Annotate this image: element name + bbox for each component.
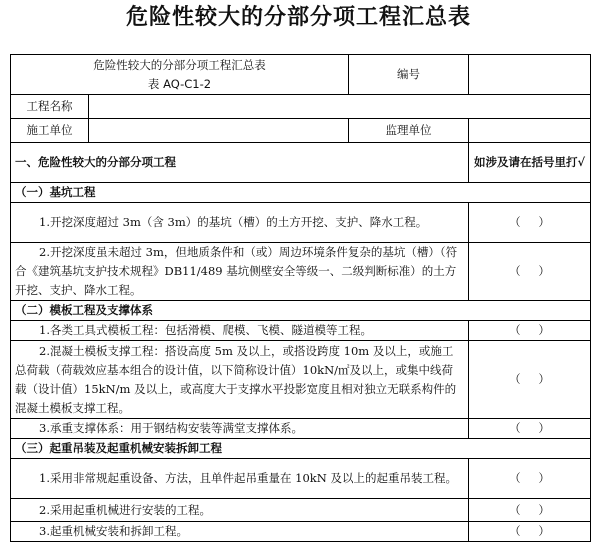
item-row bbox=[11, 459, 591, 499]
item-text: 2.采用起重机械进行安装的工程。 bbox=[11, 499, 469, 522]
item-text: 1.各类工具式模板工程：包括滑模、爬模、飞模、隧道模等工程。 bbox=[11, 321, 469, 341]
check-box[interactable]: （ ） bbox=[469, 522, 591, 542]
item-text: 3.起重机械安装和拆卸工程。 bbox=[11, 522, 469, 542]
item-row bbox=[11, 203, 591, 243]
check-box[interactable]: （ ） bbox=[469, 499, 591, 522]
item-text: 1.采用非常规起重设备、方法，且单件起吊重量在 10kN 及以上的起重吊装工程。 bbox=[11, 459, 469, 499]
item-row bbox=[11, 419, 591, 439]
item-row bbox=[11, 321, 591, 341]
item-text: 2.开挖深度虽未超过 3m，但地质条件和（或）周边环境条件复杂的基坑（槽）（符合《建筑基坑支护技术规程》DB11/489 基坑侧壁安全等级一、二级判断标准）的土方开挖、支护、降水工程。 bbox=[11, 243, 469, 301]
section-instruction: 如涉及请在括号里打√ bbox=[469, 143, 591, 183]
group-heading-row bbox=[11, 301, 591, 321]
project-name-field[interactable] bbox=[89, 95, 591, 119]
group-heading-row bbox=[11, 183, 591, 203]
check-box[interactable]: （ ） bbox=[469, 243, 591, 301]
item-row bbox=[11, 522, 591, 542]
number-field[interactable] bbox=[469, 55, 591, 95]
item-row bbox=[11, 243, 591, 301]
form-code: 表 AQ-C1-2 bbox=[147, 76, 212, 91]
section-row bbox=[11, 143, 591, 183]
check-box[interactable]: （ ） bbox=[469, 459, 591, 499]
supervision-unit-label: 监理单位 bbox=[349, 119, 469, 143]
form-title: 危险性较大的分部分项工程汇总表 bbox=[93, 57, 266, 72]
item-text: 1.开挖深度超过 3m（含 3m）的基坑（槽）的土方开挖、支护、降水工程。 bbox=[11, 203, 469, 243]
item-row bbox=[11, 499, 591, 522]
summary-form-table bbox=[10, 54, 591, 542]
project-name-label: 工程名称 bbox=[11, 95, 89, 119]
construction-unit-field[interactable] bbox=[89, 119, 349, 143]
check-box[interactable]: （ ） bbox=[469, 419, 591, 439]
check-box[interactable]: （ ） bbox=[469, 341, 591, 419]
unit-row bbox=[11, 119, 591, 143]
item-row bbox=[11, 341, 591, 419]
check-box[interactable]: （ ） bbox=[469, 321, 591, 341]
item-text: 3.承重支撑体系：用于钢结构安装等满堂支撑体系。 bbox=[11, 419, 469, 439]
group-heading: （三）起重吊装及起重机械安装拆卸工程 bbox=[11, 439, 591, 459]
number-label: 编号 bbox=[349, 55, 469, 95]
check-box[interactable]: （ ） bbox=[469, 203, 591, 243]
group-heading: （二）模板工程及支撑体系 bbox=[11, 301, 591, 321]
supervision-unit-field[interactable] bbox=[469, 119, 591, 143]
item-text: 2.混凝土模板支撑工程：搭设高度 5m 及以上，或搭设跨度 10m 及以上，或施工总荷载（荷载效应基本组合的设计值，以下简称设计值）10kN/㎡及以上，或集中线荷载（设计值）15kN/m 及以上，或高度大于支撑水平投影宽度且相对独立无联系构件的混凝土模板支撑工程。 bbox=[11, 341, 469, 419]
form-header-row bbox=[11, 55, 591, 95]
project-name-row bbox=[11, 95, 591, 119]
document-title: 危险性较大的分部分项工程汇总表 bbox=[125, 5, 471, 30]
form-title-cell bbox=[11, 55, 349, 95]
section-title: 一、危险性较大的分部分项工程 bbox=[11, 143, 469, 183]
group-heading: （一）基坑工程 bbox=[11, 183, 591, 203]
group-heading-row bbox=[11, 439, 591, 459]
construction-unit-label: 施工单位 bbox=[11, 119, 89, 143]
